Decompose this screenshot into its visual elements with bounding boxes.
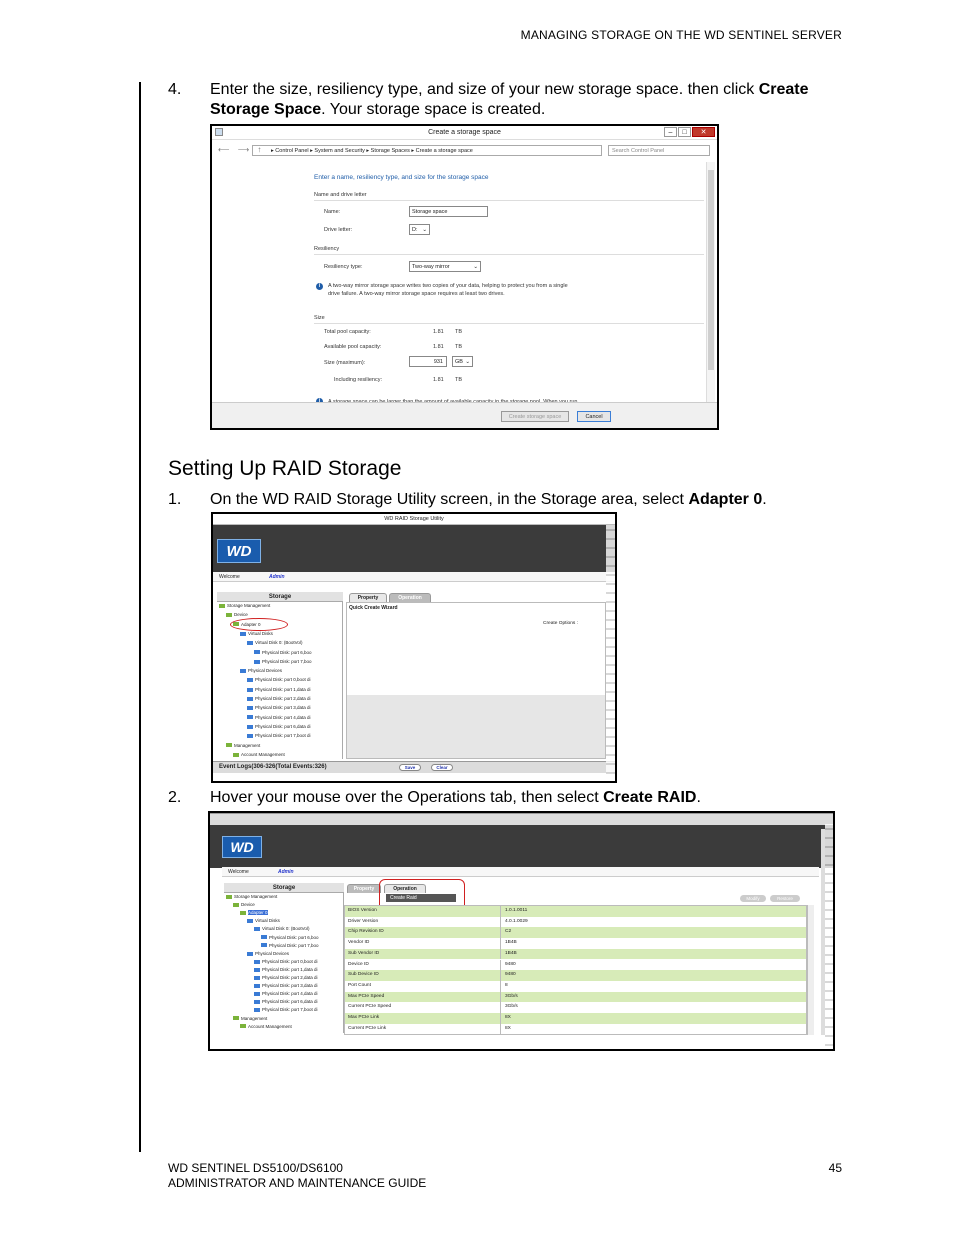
- disk-icon: [240, 632, 246, 636]
- info-icon: i: [316, 398, 323, 405]
- column-divider: [500, 992, 501, 1003]
- tree-item-label: Physical Disk: port 1,data di: [262, 966, 318, 972]
- including-resiliency-value: 1.81: [433, 377, 444, 383]
- tree-item-label: Physical Disk: port 4,data di: [262, 991, 318, 997]
- property-value: 1B4B: [505, 950, 517, 956]
- tree-item[interactable]: [247, 687, 311, 692]
- tree-item-label: Adapter 0: [241, 621, 261, 627]
- table-row: [345, 949, 806, 960]
- tree-item[interactable]: [254, 991, 318, 996]
- tree-item[interactable]: [247, 705, 311, 710]
- tree-item[interactable]: [261, 943, 319, 948]
- create-storage-space-screenshot: [210, 124, 719, 430]
- window-title: Create a storage space: [428, 129, 501, 136]
- column-divider: [500, 949, 501, 960]
- column-divider: [500, 1013, 501, 1024]
- tree-item-label: Physical Disk: port 6,boo: [262, 649, 312, 655]
- tree-item-label: Virtual Disk 0: (BootVol): [255, 640, 303, 646]
- tree-item-label: Adapter 0: [248, 910, 268, 916]
- resiliency-type-label: Resiliency type:: [324, 264, 363, 270]
- info-icon: i: [316, 283, 323, 290]
- step-number: 4.: [168, 81, 182, 98]
- spacer: [210, 813, 833, 825]
- tree-item-label: Physical Disk: port 0,boot di: [262, 958, 318, 964]
- property-value: 8X: [505, 1025, 511, 1031]
- divider: [314, 254, 704, 255]
- tree-item-label: Physical Disk: port 6,boo: [269, 934, 319, 940]
- tree-item-label: Device: [241, 902, 255, 908]
- disk-icon: [247, 641, 253, 645]
- size-unit-value: GB: [455, 359, 463, 365]
- tree-item[interactable]: [247, 724, 311, 729]
- tree-item[interactable]: [240, 631, 273, 636]
- disk-icon: [254, 968, 260, 972]
- tree-item-label: Physical Disk: port 3,data di: [262, 983, 318, 989]
- modify-button[interactable]: Modify: [740, 895, 766, 902]
- disk-icon: [254, 927, 260, 931]
- raid-utility-operation-screenshot: [208, 811, 835, 1051]
- tree-item-label: Physical Disk: port 1,data di: [255, 686, 311, 692]
- create-options-label: Create Options :: [543, 621, 578, 626]
- margin-rule: [139, 82, 141, 1152]
- property-name: Device ID: [348, 961, 369, 967]
- footer-product: [168, 1161, 426, 1191]
- window-title: WD RAID Storage Utility: [384, 516, 444, 522]
- available-capacity-value: 1.81: [433, 344, 444, 350]
- column-divider: [500, 938, 501, 949]
- drive-letter-label: Drive letter:: [324, 227, 353, 233]
- available-capacity-label: Available pool capacity:: [324, 344, 382, 350]
- size-unit-select[interactable]: [452, 356, 473, 367]
- tree-item-label: Physical Disk: port 7,boo: [262, 658, 312, 664]
- step-bold: Adapter 0: [688, 491, 763, 508]
- table-row: [345, 1002, 806, 1013]
- property-value: 1B4B: [505, 940, 517, 946]
- folder-icon: [233, 903, 239, 907]
- property-value: 9480: [505, 961, 516, 967]
- tree-item[interactable]: [247, 733, 311, 738]
- storage-panel-heading: Storage: [217, 592, 343, 602]
- tree-item[interactable]: [254, 926, 309, 931]
- scrollbar-thumb[interactable]: [708, 170, 714, 370]
- scrollbar[interactable]: [807, 905, 814, 1035]
- tree-item[interactable]: [254, 959, 318, 964]
- folder-icon: [226, 613, 232, 617]
- wizard-panel: [346, 602, 606, 759]
- tree-item-label: Physical Disk: port 7,boot di: [262, 1007, 318, 1013]
- disk-icon: [254, 650, 260, 654]
- tree-item-label: Virtual Disks: [248, 630, 273, 636]
- adapter-properties-table: [344, 905, 807, 1035]
- column-divider: [500, 906, 501, 917]
- section-size-label: Size: [314, 315, 325, 321]
- section-title: Setting Up RAID Storage: [168, 457, 402, 480]
- table-row: [345, 1013, 806, 1024]
- folder-icon: [240, 1024, 246, 1028]
- property-value: C2: [505, 929, 512, 935]
- tree-item[interactable]: [247, 696, 311, 701]
- tree-item[interactable]: [219, 603, 270, 608]
- tree-item[interactable]: [254, 983, 318, 988]
- welcome-bar: [213, 572, 615, 582]
- total-capacity-unit: TB: [455, 329, 463, 335]
- property-name: Max PCIe Speed: [348, 993, 385, 999]
- dialog-footer: [212, 402, 717, 428]
- user-name: Admin: [278, 869, 294, 875]
- step-text-part: On the WD RAID Storage Utility screen, in the Storage area, select: [210, 491, 689, 508]
- property-name: Current PCIe Link: [348, 1025, 387, 1031]
- property-name: Driver Version: [348, 918, 379, 924]
- tree-item-label: Physical Devices: [255, 950, 290, 956]
- highlight-adapter-0: [230, 618, 288, 631]
- table-row: [345, 970, 806, 981]
- disk-icon: [254, 992, 260, 996]
- tree-item-label: Physical Disk: port 7,boot di: [255, 733, 311, 739]
- step-text: [210, 788, 840, 808]
- disk-icon: [254, 984, 260, 988]
- tree-item[interactable]: [247, 715, 311, 720]
- step-text-part: Hover your mouse over the Operations tab, then select: [210, 789, 604, 806]
- chevron-down-icon: ⌄: [473, 264, 478, 270]
- tree-item-label: Virtual Disks: [255, 918, 280, 924]
- property-name: Max PCIe Link: [348, 1015, 380, 1020]
- dialog-heading: Enter a name, resiliency type, and size for the storage space: [314, 174, 489, 181]
- dialog-body: [212, 162, 705, 402]
- window-titlebar: [212, 126, 717, 140]
- total-capacity-label: Total pool capacity:: [324, 329, 371, 335]
- tree-item[interactable]: [226, 894, 277, 899]
- step-text-part: . Your storage space is created.: [321, 101, 546, 118]
- save-button[interactable]: Save: [399, 764, 421, 771]
- torn-edge: [825, 824, 835, 1049]
- step-bold: Create RAID: [603, 789, 697, 806]
- tree-item[interactable]: [247, 918, 280, 923]
- restore-button[interactable]: Restore: [770, 895, 800, 902]
- tree-item[interactable]: [233, 1016, 267, 1021]
- cancel-button[interactable]: Cancel: [577, 411, 611, 422]
- resiliency-type-value: Two-way mirror: [412, 264, 450, 270]
- step-bold: Create Storage Space: [210, 81, 809, 118]
- property-value: 3Gb/s: [505, 993, 518, 999]
- storage-tree: [224, 893, 344, 1033]
- maximize-icon[interactable]: □: [678, 127, 691, 137]
- tree-item[interactable]: [261, 935, 319, 940]
- column-divider: [500, 970, 501, 981]
- step-text: [210, 80, 840, 120]
- tree-item[interactable]: [254, 650, 312, 655]
- tree-item[interactable]: [240, 1024, 292, 1029]
- disk-icon: [247, 725, 253, 729]
- tab-property[interactable]: Property: [347, 884, 381, 893]
- folder-icon: [233, 1016, 239, 1020]
- tree-item[interactable]: [247, 640, 302, 645]
- divider: [314, 200, 704, 201]
- tree-item[interactable]: [233, 902, 255, 907]
- wd-banner: [213, 525, 615, 577]
- folder-icon: [219, 604, 225, 608]
- close-icon[interactable]: ✕: [692, 127, 715, 137]
- size-input[interactable]: 931: [409, 356, 447, 367]
- tree-item[interactable]: [254, 659, 312, 664]
- raid-utility-adapter-screenshot: [211, 512, 617, 783]
- footer-line: WD SENTINEL DS5100/DS6100: [168, 1161, 343, 1175]
- wizard-title: Quick Create Wizard: [349, 605, 398, 611]
- total-capacity-value: 1.81: [433, 329, 444, 335]
- tree-item-label: Physical Disk: port 6,data di: [262, 999, 318, 1005]
- disk-icon: [247, 919, 253, 923]
- section-resiliency-label: Resiliency: [314, 246, 340, 252]
- tree-item-label: Physical Disk: port 6,data di: [255, 723, 311, 729]
- tree-item-label: Virtual Disk 0: (BootVol): [262, 926, 310, 932]
- property-name: Chip Revision ID: [348, 929, 384, 935]
- nav-arrows-icon[interactable]: ⟵ ⟶ ↑: [218, 145, 265, 154]
- disk-icon: [247, 715, 253, 719]
- name-label: Name:: [324, 209, 341, 215]
- welcome-label: Welcome: [228, 869, 249, 875]
- disk-icon: [240, 669, 246, 673]
- table-row: [345, 960, 806, 971]
- tree-item-label: Physical Disk: port 3,data di: [255, 705, 311, 711]
- tree-item-label: Management: [234, 742, 261, 748]
- tree-item-label: Physical Disk: port 2,data di: [262, 975, 318, 980]
- including-resiliency-label: Including resiliency:: [334, 377, 382, 383]
- property-name: Current PCIe Speed: [348, 1004, 392, 1010]
- tree-item[interactable]: [247, 951, 289, 956]
- folder-icon: [226, 743, 232, 747]
- event-logs-label: Event Logs(306-326(Total Events:326): [219, 764, 327, 770]
- wd-logo: WD: [222, 836, 262, 858]
- clear-button[interactable]: Clear: [431, 764, 453, 771]
- table-row: [345, 1024, 806, 1035]
- address-bar[interactable]: ▸ Control Panel ▸ System and Security ▸ Storage Spaces ▸ Create a storage space: [252, 145, 602, 156]
- welcome-label: Welcome: [219, 574, 240, 580]
- tab-operation[interactable]: Operation: [384, 884, 426, 893]
- step-text-part: .: [696, 789, 701, 806]
- scrollbar[interactable]: [706, 162, 715, 402]
- step-text-part: .: [762, 491, 767, 508]
- chevron-down-icon: ⌄: [465, 359, 470, 365]
- create-raid-menu-item[interactable]: Create Raid: [386, 894, 456, 902]
- disk-icon: [254, 976, 260, 980]
- tab-operation[interactable]: Operation: [389, 593, 431, 602]
- resiliency-info-text: A two-way mirror storage space writes two copies of your data, helping to protect you from a single: [328, 283, 568, 289]
- window-titlebar: [213, 514, 615, 525]
- column-divider: [500, 927, 501, 938]
- property-value: 8: [505, 982, 508, 988]
- create-storage-space-button[interactable]: Create storage space: [501, 411, 569, 422]
- resiliency-type-select[interactable]: [409, 261, 481, 272]
- wd-banner: [210, 824, 833, 868]
- resiliency-info-text: drive failure. A two-way mirror storage space requires at least two drives.: [328, 291, 505, 297]
- tree-item-label: Physical Disk: port 2,data di: [255, 696, 311, 701]
- tree-item[interactable]: [226, 612, 248, 617]
- page-header: MANAGING STORAGE ON THE WD SENTINEL SERVER: [520, 28, 842, 42]
- tree-item-label: Management: [241, 1015, 268, 1021]
- tree-item[interactable]: [254, 1007, 318, 1012]
- property-value: 9480: [505, 972, 516, 978]
- disk-icon: [247, 688, 253, 692]
- step-text: [210, 490, 840, 510]
- tree-item[interactable]: [254, 999, 318, 1004]
- footer-line: ADMINISTRATOR AND MAINTENANCE GUIDE: [168, 1176, 427, 1190]
- property-name: BIOS Version: [348, 908, 377, 913]
- disk-icon: [261, 943, 267, 947]
- column-divider: [500, 917, 501, 928]
- search-input[interactable]: Search Control Panel: [608, 145, 710, 156]
- tree-item-label: Physical Disk: port 0,boot di: [255, 677, 311, 683]
- section-name-label: Name and drive letter: [314, 192, 367, 198]
- including-resiliency-unit: TB: [455, 377, 463, 383]
- tree-item-label: Account Management: [248, 1023, 292, 1029]
- tree-item-label: Device: [234, 612, 248, 618]
- disk-icon: [254, 960, 260, 964]
- tree-item[interactable]: [240, 668, 282, 673]
- property-name: Sub Device ID: [348, 972, 379, 978]
- tree-item-label: Physical Disk: port 4,data di: [255, 714, 311, 720]
- column-divider: [500, 981, 501, 992]
- table-row: [345, 906, 806, 917]
- torn-edge: [606, 525, 617, 781]
- page-number: 45: [828, 1161, 842, 1175]
- tree-item[interactable]: [240, 910, 268, 915]
- welcome-bar: [222, 867, 819, 877]
- property-value: 4.0.1.0029: [505, 918, 528, 924]
- disk-icon: [254, 660, 260, 664]
- table-row: [345, 992, 806, 1003]
- step-text-part: Enter the size, resiliency type, and size of your new storage space. then click: [210, 81, 759, 98]
- step-number: 2.: [168, 789, 182, 806]
- table-row: [345, 938, 806, 949]
- property-name: Vendor ID: [348, 940, 370, 946]
- disk-icon: [254, 1008, 260, 1012]
- tree-item[interactable]: [233, 752, 285, 757]
- folder-icon: [226, 895, 232, 899]
- drive-letter-value: D:: [412, 227, 418, 233]
- tree-item[interactable]: [247, 677, 311, 682]
- folder-icon: [240, 911, 246, 915]
- disk-icon: [247, 678, 253, 682]
- tree-item-label: Storage Management: [234, 894, 278, 899]
- disk-icon: [247, 697, 253, 701]
- tree-item[interactable]: [254, 975, 318, 980]
- tree-item-label: Account Management: [241, 751, 285, 757]
- table-row: [345, 917, 806, 928]
- table-row: [345, 981, 806, 992]
- property-name: Port Count: [348, 982, 371, 988]
- available-capacity-unit: TB: [455, 344, 463, 350]
- storage-panel-heading: Storage: [224, 883, 344, 893]
- disk-icon: [254, 1000, 260, 1004]
- minimize-icon[interactable]: –: [664, 127, 677, 137]
- folder-icon: [233, 753, 239, 757]
- tree-item-label: Physical Devices: [248, 668, 283, 674]
- disk-icon: [247, 734, 253, 738]
- tree-item-label: Physical Disk: port 7,boo: [269, 942, 319, 948]
- property-value: 3Gb/s: [505, 1004, 518, 1010]
- column-divider: [500, 1002, 501, 1013]
- user-name: Admin: [269, 574, 285, 580]
- property-name: Sub Vendor ID: [348, 950, 380, 956]
- tree-item[interactable]: [254, 967, 318, 972]
- disk-icon: [247, 706, 253, 710]
- property-value: 8X: [505, 1015, 511, 1020]
- name-input[interactable]: Storage space: [409, 206, 488, 217]
- wd-logo: WD: [217, 539, 261, 563]
- drive-letter-select[interactable]: [409, 224, 430, 235]
- wizard-lower-area: [347, 695, 605, 758]
- tab-property[interactable]: Property: [349, 593, 387, 602]
- column-divider: [500, 1024, 501, 1035]
- table-row: [345, 927, 806, 938]
- disk-icon: [261, 935, 267, 939]
- event-log-bar: [213, 761, 615, 773]
- disk-icon: [247, 952, 253, 956]
- column-divider: [500, 960, 501, 971]
- chevron-down-icon: ⌄: [422, 227, 427, 233]
- tree-item[interactable]: [226, 743, 260, 748]
- tree-item-label: Storage Management: [227, 603, 271, 608]
- divider: [314, 323, 704, 324]
- step-number: 1.: [168, 491, 182, 508]
- property-value: 1.0.1.0011: [505, 908, 528, 913]
- size-maximum-label: Size (maximum):: [324, 360, 366, 366]
